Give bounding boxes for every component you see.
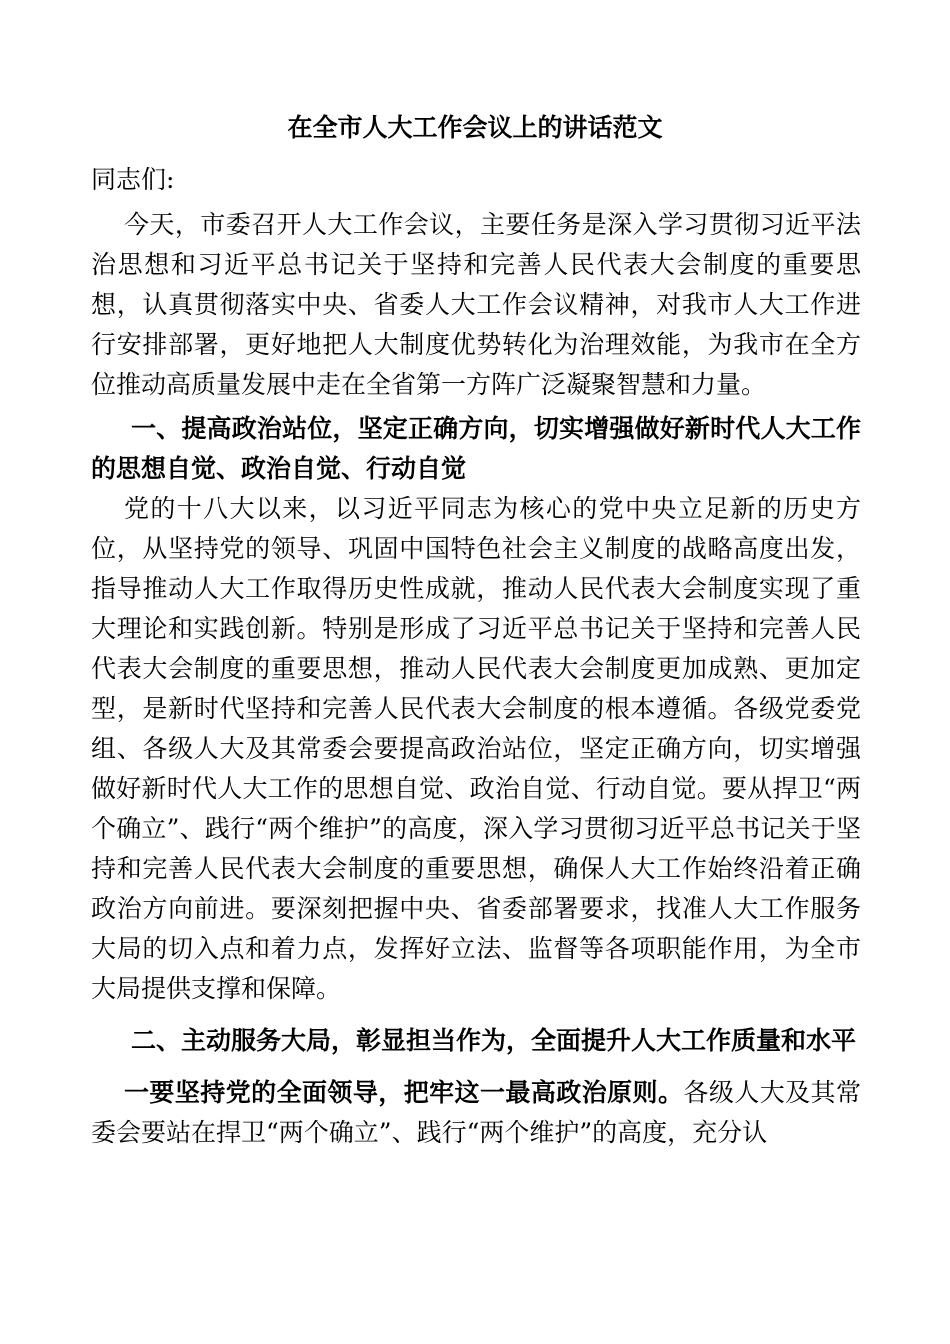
salutation: 同志们: [91,165,175,194]
point-1-paragraph [91,1073,861,1153]
section-1-heading: 一、提高政治站位，坚定正确方向，切实增强做好新时代人大工作的思想自觉、政治自觉、行动自觉 [91,414,861,483]
document-body [91,205,861,1153]
document-title: 在全市人大工作会议上的讲话范文 [287,113,663,142]
section-2-heading: 二、主动服务大局，彰显担当作为，全面提升人大工作质量和水平 [131,1026,857,1055]
intro-paragraph: 今天，市委召开人大工作会议，主要任务是深入学习贯彻习近平法治思想和习近平总书记关于坚持和完善人民代表大会制度的重要思想，认真贯彻落实中央、省委人大工作会议精神，对我市人大工作进行安排部署，更好地把人大制度优势转化为治理效能，为我市在全方位推动高质量发展中走在全省第一方阵广泛凝聚智慧和力量。 [91,210,861,399]
section-1-paragraph: 党的十八大以来，以习近平同志为核心的党中央立足新的历史方位，从坚持党的领导、巩固中国特色社会主义制度的战略高度出发，指导推动人大工作取得历史性成就，推动人民代表大会制度实现了重大理论和实践创新。特别是形成了习近平总书记关于坚持和完善人民代表大会制度的重要思想，推动人民代表大会制度更加成熟、更加定型，是新时代坚持和完善人民代表大会制度的根本遵循。各级党委党组、各级人大及其常委会要提高政治站位，坚定正确方向，切实增强做好新时代人大工作的思想自觉、政治自觉、行动自觉。要从捍卫“两个确立”、践行“两个维护”的高度，深入学习贯彻习近平总书记关于坚持和完善人民代表大会制度的重要思想，确保人大工作始终沿着正确政治方向前进。要深刻把握中央、省委部署要求，找准人大工作服务大局的切入点和着力点，发挥好立法、监督等各项职能作用，为全市大局提供支撑和保障。 [91,494,861,1003]
point-1-text: 各级人大及其常委会要站在捍卫“两个确立”、践行“两个维护”的高度，充分认 [91,1078,861,1147]
point-1-lead: 一要坚持党的全面领导，把牢这一最高政治原则。 [124,1078,684,1107]
